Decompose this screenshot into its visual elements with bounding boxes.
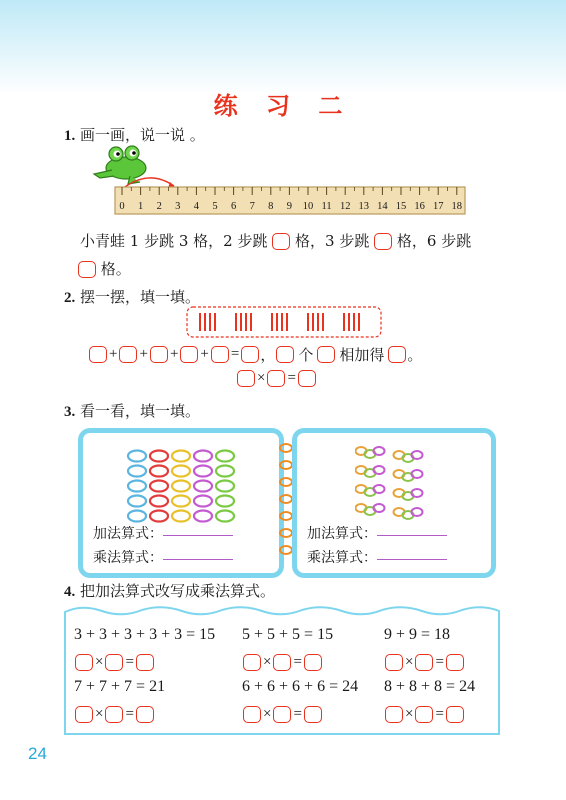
ring: [128, 481, 146, 492]
equation-4: 7 + 7 + 7 = 21: [74, 678, 166, 695]
ruler-label: 2: [156, 201, 162, 212]
ruler-label: 7: [249, 201, 255, 212]
ruler-label: 16: [414, 201, 425, 212]
times-sign: ×: [95, 654, 104, 670]
answer-box[interactable]: [273, 654, 291, 671]
answer-box[interactable]: [267, 370, 285, 387]
ruler-label: 9: [286, 201, 293, 212]
answer-box[interactable]: [388, 346, 406, 363]
binder-ring: [280, 444, 292, 452]
ring: [150, 496, 168, 507]
equals-sign: =: [230, 346, 240, 362]
plus-sign: +: [139, 346, 148, 362]
ruler-label: 6: [230, 201, 237, 212]
answer-box[interactable]: [136, 654, 154, 671]
equals-sign: =: [125, 654, 134, 670]
question-4: [64, 580, 275, 601]
answer-box[interactable]: [272, 233, 290, 250]
binder-ring: [280, 461, 292, 469]
chain-links: [355, 443, 435, 529]
answer-row: [74, 654, 155, 671]
equals-sign: =: [293, 706, 302, 722]
answer-box[interactable]: [105, 706, 123, 723]
equation-1: 3 + 3 + 3 + 3 + 3 = 15: [74, 626, 216, 643]
plus-sign: +: [169, 346, 179, 362]
answer-box[interactable]: [415, 654, 433, 671]
answer-box[interactable]: [75, 706, 93, 723]
ring: [216, 481, 234, 492]
ring: [194, 511, 212, 522]
text-xiangjiade: 相加得: [339, 346, 385, 364]
ring: [128, 466, 146, 477]
ruler-label: 4: [193, 201, 200, 212]
answer-box[interactable]: [374, 233, 392, 250]
ruler-label: 1: [137, 201, 144, 212]
ruler-label: 18: [451, 201, 463, 212]
answer-box[interactable]: [180, 346, 198, 363]
answer-box[interactable]: [241, 346, 259, 363]
answer-row: [384, 706, 465, 723]
ruler-label: 8: [268, 201, 274, 212]
ruler-label: 10: [302, 201, 314, 212]
ring: [172, 451, 190, 462]
question-text: 画一画，说一说 。: [80, 126, 205, 144]
stick-bundles: [186, 306, 382, 338]
question-3: [64, 400, 200, 421]
q1-text-d: 格。: [100, 260, 131, 278]
answer-row: [74, 706, 155, 723]
add-formula-line: [307, 523, 447, 543]
ring: [150, 451, 168, 462]
equation-3: 9 + 9 = 18: [384, 626, 451, 643]
q1-text-b: 格，3 步跳: [295, 232, 370, 250]
answer-box[interactable]: [136, 706, 154, 723]
times-sign: ×: [263, 654, 272, 670]
answer-box[interactable]: [317, 346, 335, 363]
binder-ring: [280, 512, 292, 520]
q2-multiplication-row: [236, 370, 317, 387]
times-sign: ×: [263, 706, 272, 722]
binder-ring: [280, 529, 292, 537]
q1-text-a: 小青蛙 1 步跳 3 格，2 步跳: [80, 232, 268, 250]
answer-box[interactable]: [243, 654, 261, 671]
answer-box[interactable]: [385, 706, 403, 723]
ruler-label: 17: [432, 201, 444, 212]
ruler-label: 15: [395, 201, 407, 212]
ring: [128, 511, 146, 522]
ring: [150, 511, 168, 522]
ring: [216, 466, 234, 477]
q1-line1: [80, 230, 471, 251]
equals-sign: =: [125, 706, 134, 722]
ring: [216, 511, 234, 522]
times-sign: ×: [95, 706, 104, 722]
period: 。: [407, 346, 423, 364]
ring: [194, 451, 212, 462]
binder-ring: [280, 495, 292, 503]
q1-line2: [78, 258, 131, 279]
ring: [172, 496, 190, 507]
page-title: 练 习 二: [213, 92, 353, 120]
question-number: 4.: [64, 584, 76, 600]
plus-sign: +: [109, 346, 118, 362]
panel-chains: [292, 428, 496, 578]
ring: [150, 466, 168, 477]
add-formula-line: [93, 523, 233, 543]
mul-formula-line: [307, 547, 447, 567]
answer-box[interactable]: [150, 346, 168, 363]
mul-label: 乘法算式：: [307, 550, 377, 566]
ruler-label: 11: [321, 201, 332, 212]
equation-6: 8 + 8 + 8 = 24: [384, 678, 476, 695]
answer-row: [242, 654, 323, 671]
times-sign: ×: [405, 654, 414, 670]
question-2: [64, 286, 200, 307]
ring: [172, 511, 190, 522]
answer-box[interactable]: [273, 706, 291, 723]
answer-box[interactable]: [211, 346, 229, 363]
ruler-label: 12: [339, 201, 351, 212]
mul-formula-line: [93, 547, 233, 567]
ring: [194, 496, 212, 507]
times-sign: ×: [257, 370, 266, 386]
answer-box[interactable]: [446, 706, 464, 723]
q1-text-c: 格，6 步跳: [396, 232, 472, 250]
plus-sign: +: [200, 346, 209, 362]
answer-box[interactable]: [304, 654, 322, 671]
ring: [194, 466, 212, 477]
ruler-label: 5: [212, 201, 218, 212]
ruler: [114, 186, 466, 216]
ring: [172, 466, 190, 477]
equation-5: 6 + 6 + 6 + 6 = 24: [242, 678, 359, 695]
question-number: 1.: [64, 128, 76, 144]
binder-ring: [280, 546, 292, 554]
binder-ring: [280, 478, 292, 486]
answer-box[interactable]: [75, 654, 93, 671]
answer-box[interactable]: [385, 654, 403, 671]
question-text: 把加法算式改写成乘法算式。: [80, 582, 276, 600]
ring: [172, 481, 190, 492]
ring: [216, 496, 234, 507]
ring: [194, 481, 212, 492]
times-sign: ×: [405, 706, 414, 722]
equals-sign: =: [435, 654, 444, 670]
answer-box[interactable]: [89, 346, 107, 363]
answer-box[interactable]: [304, 706, 322, 723]
answer-row: [384, 654, 465, 671]
ruler-label: 13: [358, 201, 370, 212]
answer-box[interactable]: [298, 370, 316, 387]
answer-box[interactable]: [105, 654, 123, 671]
ring: [128, 496, 146, 507]
answer-box[interactable]: [237, 370, 255, 387]
equation-2: 5 + 5 + 5 = 15: [242, 626, 334, 643]
unit-ge: 个: [298, 346, 314, 364]
answer-row: [242, 706, 323, 723]
mul-label: 乘法算式：: [93, 550, 163, 566]
answer-box[interactable]: [78, 261, 96, 278]
answer-box[interactable]: [415, 706, 433, 723]
answer-box[interactable]: [243, 706, 261, 723]
page-number: 24: [28, 744, 47, 763]
answer-box[interactable]: [446, 654, 464, 671]
answer-box[interactable]: [119, 346, 137, 363]
answer-line[interactable]: [377, 559, 447, 560]
answer-line[interactable]: [163, 559, 233, 560]
ring: [216, 451, 234, 462]
answer-line[interactable]: [163, 535, 233, 536]
q2-addition-row: [88, 344, 422, 365]
answer-line[interactable]: [377, 535, 447, 536]
question-number: 2.: [64, 290, 76, 306]
ruler-label: 3: [175, 201, 181, 212]
equals-sign: =: [293, 654, 302, 670]
comma: ，: [260, 346, 276, 364]
panel-rings: [78, 428, 284, 578]
ruler-label: 0: [119, 201, 125, 212]
header-band: [0, 0, 566, 95]
colored-rings: [123, 447, 243, 527]
add-label: 加法算式：: [93, 526, 163, 542]
ring: [128, 451, 146, 462]
question-text: 摆一摆，填一填。: [80, 288, 201, 306]
equals-sign: =: [287, 370, 296, 386]
ruler-label: 14: [377, 201, 388, 212]
question-text: 看一看，填一填。: [80, 402, 201, 420]
equals-sign: =: [435, 706, 444, 722]
add-label: 加法算式：: [307, 526, 377, 542]
ring: [150, 481, 168, 492]
answer-box[interactable]: [276, 346, 294, 363]
question-number: 3.: [64, 404, 76, 420]
